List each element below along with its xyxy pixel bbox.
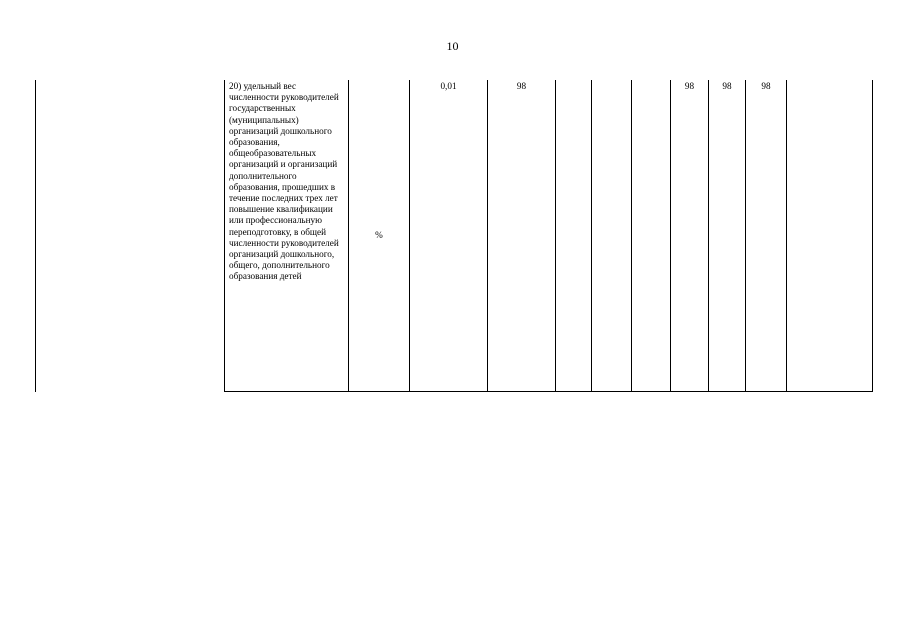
value-cell-9 xyxy=(787,80,873,392)
value-cell-8: 98 xyxy=(746,80,787,392)
table-row xyxy=(225,80,873,392)
value-cell-2: 98 xyxy=(488,80,556,392)
value-cell-6: 98 xyxy=(671,80,709,392)
page-number: 10 xyxy=(446,39,459,53)
value-cell-1: 0,01 xyxy=(410,80,488,392)
table-left-border xyxy=(35,80,36,392)
value-cell-5 xyxy=(632,80,671,392)
value-cell-7: 98 xyxy=(709,80,746,392)
unit-cell: % xyxy=(349,80,410,392)
indicator-table xyxy=(224,80,873,392)
value-cell-3 xyxy=(556,80,592,392)
value-cell-4 xyxy=(592,80,632,392)
indicator-name-cell: 20) удельный вес численности руководителей государственных (муниципальных) организаций дошкольного образования, общеобразовательных организаций и организаций дополнительного образования, прошедших в течение последних трех лет повышение квалификации или профессиональную переподготовку, в общей численности руководителей организаций дошкольного, общего, дополнительного образования детей xyxy=(225,80,349,392)
